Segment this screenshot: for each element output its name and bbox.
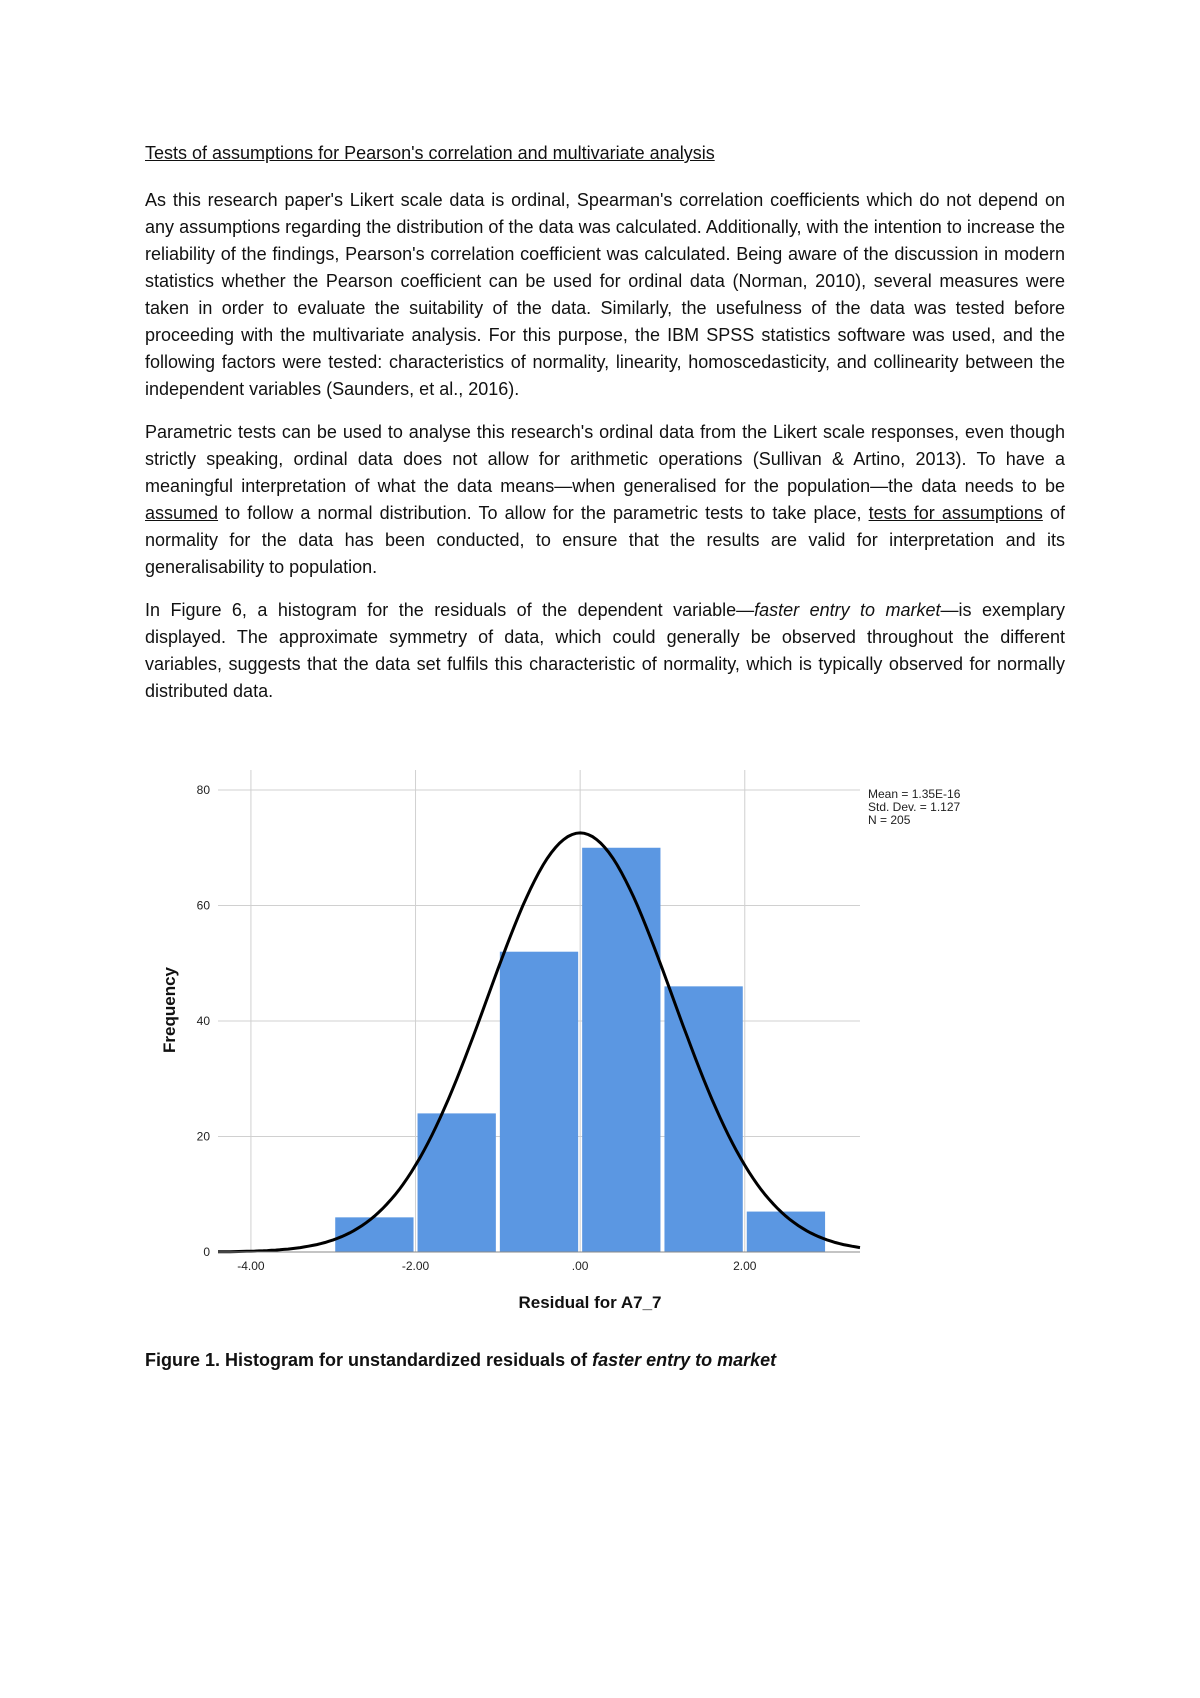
x-tick-label: -2.00 — [401, 1259, 430, 1273]
histogram-bar — [418, 1113, 496, 1252]
histogram-bar — [500, 952, 578, 1252]
x-tick-label: .00 — [571, 1259, 589, 1273]
y-tick-label: 0 — [203, 1245, 210, 1259]
y-tick-label: 60 — [196, 898, 210, 913]
histogram-chart — [150, 760, 980, 1320]
section-heading: Tests of assumptions for Pearson's correlation and multivariate analysis — [145, 143, 715, 163]
histogram-bar — [582, 848, 660, 1252]
paragraph-2-text-a: Parametric tests can be used to analyse this research's ordinal data from the Likert scale responses, even though strictly speaking, ordinal data does not allow for arithmetic operations (Sullivan & Artino, 2013). To have a meaningful interpretation of what the data means—when generalised for the population—the data needs to be — [145, 422, 1065, 496]
document-body — [145, 140, 1065, 721]
y-tick-label: 20 — [196, 1129, 210, 1144]
histogram-figure — [150, 760, 980, 1320]
x-tick-label: 2.00 — [733, 1259, 757, 1273]
caption-italic: faster entry to market — [592, 1350, 777, 1370]
paragraph-1: As this research paper's Likert scale data is ordinal, Spearman's correlation coefficients which do not depend on any assumptions regarding the distribution of the data was calculated. Additionally, with the intention to increase the reliability of the findings, Pearson's correlation coefficient was calculated. Being aware of the discussion in modern statistics whether the Pearson coefficient can be used for ordinal data (Norman, 2010), several measures were taken in order to evaluate the suitability of the data. Similarly, the usefulness of the data was tested before proceeding with the multivariate analysis. For this purpose, the IBM SPSS statistics software was used, and the following factors were tested: characteristics of normality, linearity, homoscedasticity, and collinearity between the independent variables (Saunders, et al., 2016). — [145, 190, 1065, 399]
y-axis-label: Frequency — [160, 967, 179, 1053]
underlined-assumed: assumed — [145, 503, 219, 523]
stats-line: Mean = 1.35E-16 — [868, 787, 961, 801]
paragraph-2 — [145, 419, 1065, 581]
paragraph-3-text-a: In Figure 6, a histogram for the residuals of the dependent variable— — [145, 600, 755, 620]
caption-text: Figure 1. Histogram for unstandardized residuals of — [145, 1350, 593, 1370]
x-tick-label: -4.00 — [237, 1259, 265, 1273]
y-tick-label: 80 — [196, 783, 210, 797]
histogram-bar — [664, 986, 742, 1252]
figure-caption — [145, 1350, 776, 1371]
underlined-tests-for-assumptions: tests for assumptions — [868, 503, 1043, 523]
paragraph-3 — [145, 597, 1065, 705]
paragraph-3-text-b: —is exemplary displayed. The approximate symmetry of data, which could generally be observed throughout the different variables, suggests that the data set fulfils this characteristic of normality, which is typically observed for normally distributed data. — [145, 600, 1066, 701]
paragraph-3-italic: faster entry to market — [754, 600, 941, 620]
x-axis-label: Residual for A7_7 — [518, 1293, 662, 1312]
paragraph-2-text-b: to follow a normal distribution. To allow for the parametric tests to take place, — [218, 503, 869, 523]
paragraph-2-text-c: of normality for the data has been conducted, to ensure that the results are valid for interpretation and its generalisability to population. — [145, 503, 1065, 577]
stats-line: Std. Dev. = 1.127 — [868, 800, 961, 814]
stats-line: N = 205 — [868, 813, 911, 827]
chart-stats — [868, 787, 961, 827]
y-tick-label: 40 — [196, 1014, 210, 1028]
